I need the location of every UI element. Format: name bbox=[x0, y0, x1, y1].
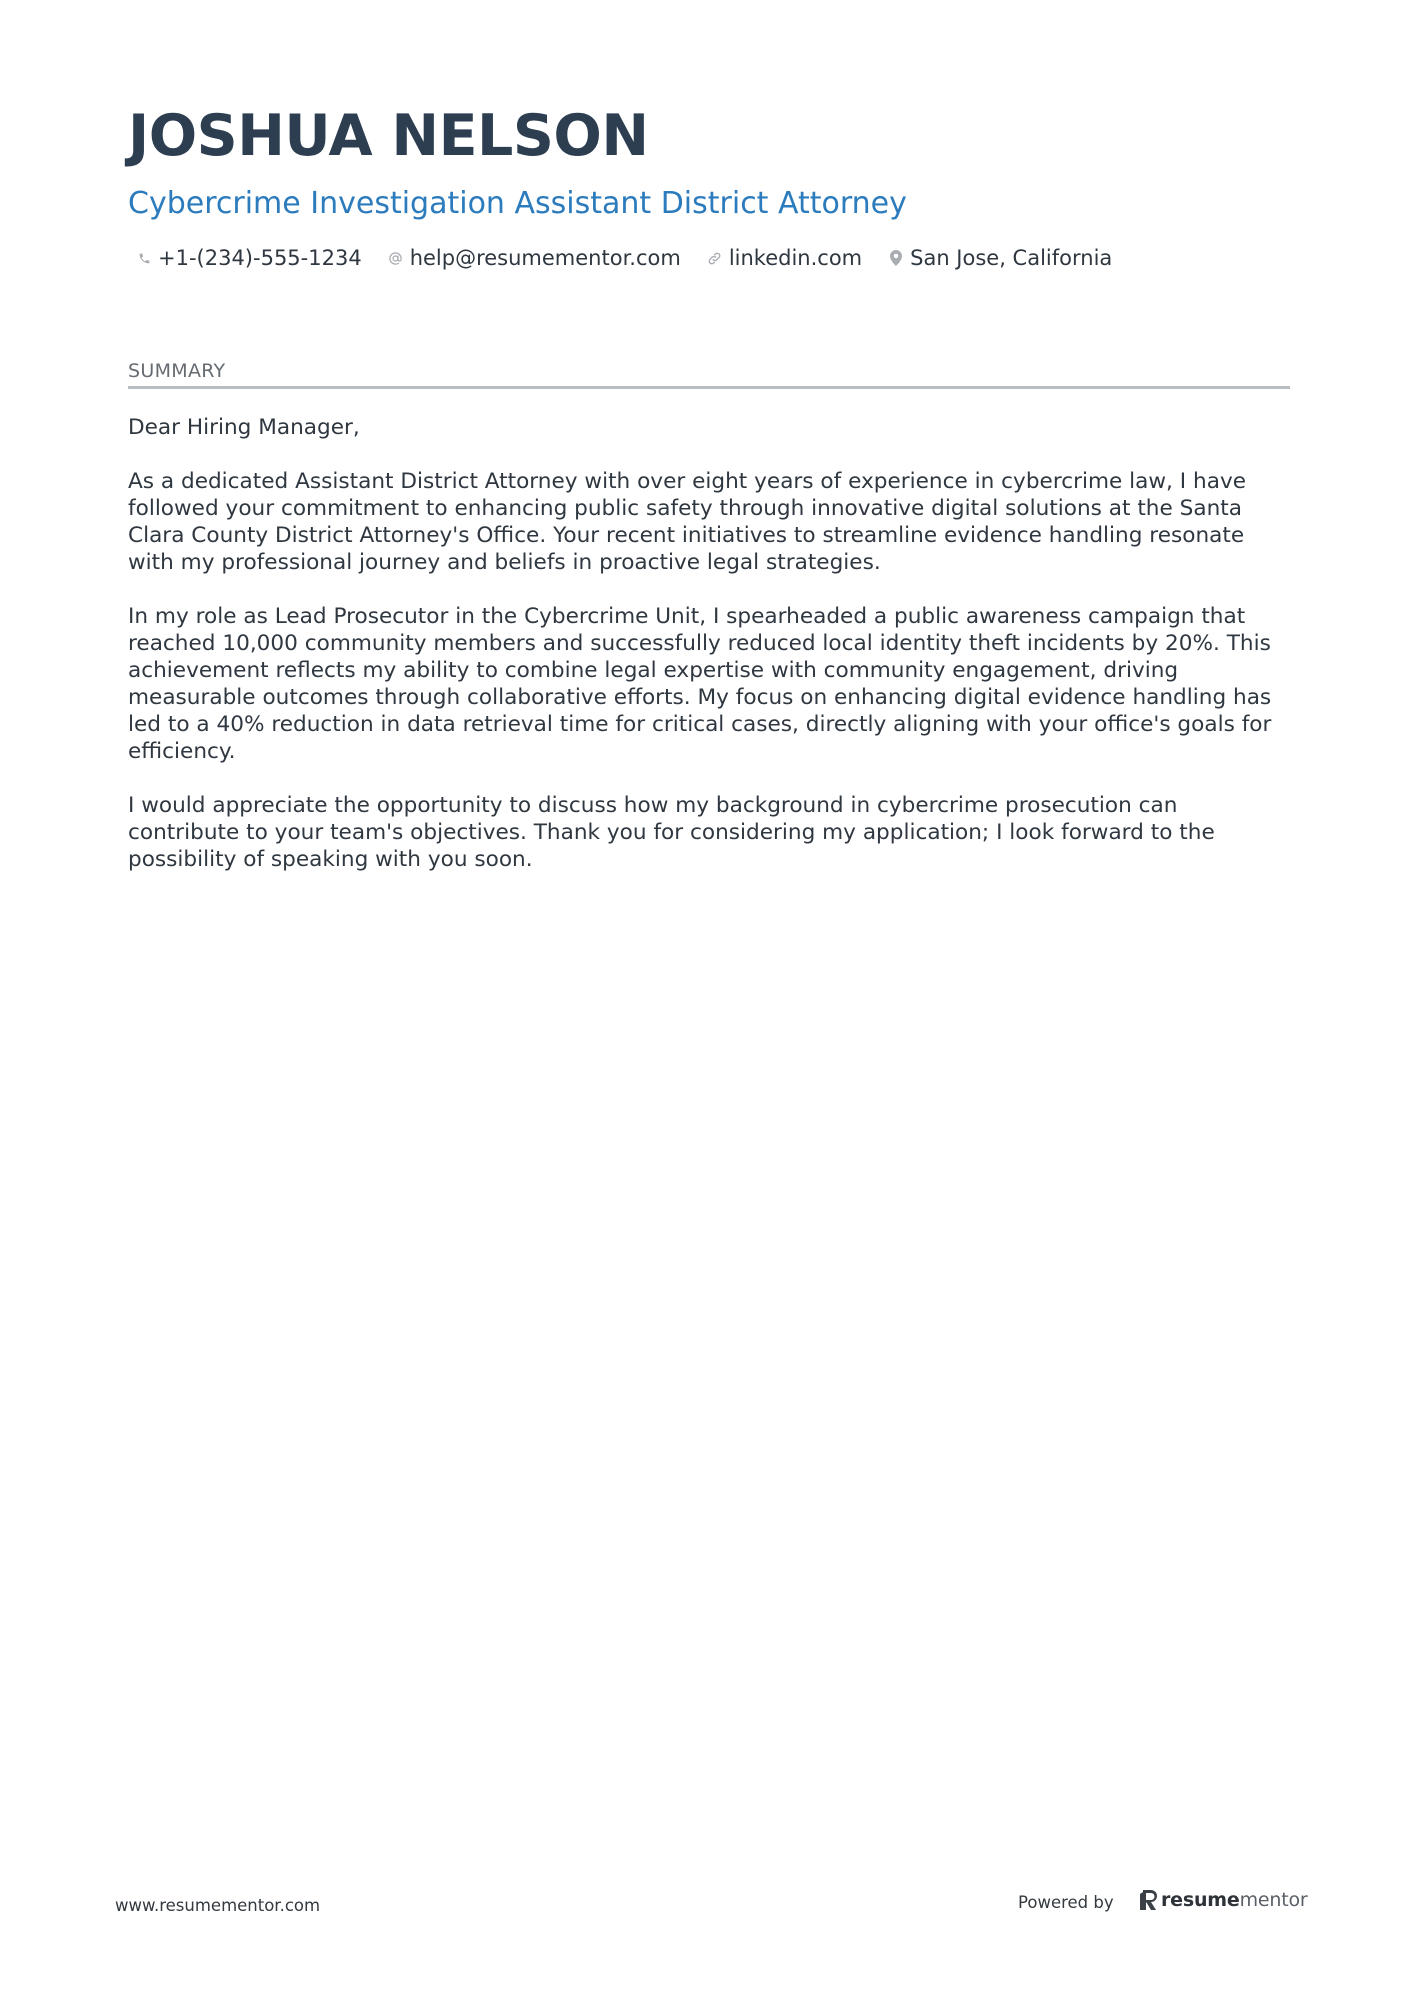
email-address[interactable]: help@resumementor.com bbox=[409, 246, 681, 270]
phone-icon bbox=[136, 248, 152, 268]
letter-paragraph: In my role as Lead Prosecutor in the Cybercrime Unit, I spearheaded a public awareness campaign that reached 10,000 community members and successfully reduced local identity theft incidents by 20%. This achievement reflects my ability to combine legal expertise with community engagement, driving measurable outcomes through collaborative efforts. My focus on enhancing digital evidence handling has led to a 40% reduction in data retrieval time for critical cases, directly aligning with your office's goals for efficiency. bbox=[128, 604, 1272, 764]
phone-number[interactable]: +1-(234)-555-1234 bbox=[158, 246, 362, 270]
letter-paragraph: As a dedicated Assistant District Attorney with over eight years of experience in cybercrime law, I have followed your commitment to enhancing public safety through innovative digital solutions at the Santa Clara County District Attorney's Office. Your recent initiatives to streamline evidence handling resonate with my professional journey and beliefs in proactive legal strategies. bbox=[128, 469, 1247, 575]
contact-linkedin bbox=[707, 246, 862, 270]
candidate-name: JOSHUA NELSON bbox=[128, 103, 649, 169]
resumementor-logo-icon bbox=[1140, 1890, 1157, 1910]
linkedin-link[interactable]: linkedin.com bbox=[728, 246, 863, 270]
contact-email bbox=[388, 246, 681, 270]
location-text: San Jose, California bbox=[910, 246, 1113, 270]
contact-phone bbox=[136, 246, 362, 270]
section-heading-summary: SUMMARY bbox=[128, 360, 226, 382]
resumementor-logo[interactable] bbox=[1140, 1889, 1308, 1911]
job-title: Cybercrime Investigation Assistant District Attorney bbox=[128, 186, 907, 221]
cover-letter-body bbox=[128, 414, 1290, 900]
powered-by-label: Powered by bbox=[1018, 1893, 1114, 1912]
contact-bar bbox=[136, 246, 1138, 270]
location-pin-icon bbox=[888, 248, 904, 268]
footer-website-link[interactable]: www.resumementor.com bbox=[115, 1896, 321, 1915]
brand-name-light: mentor bbox=[1239, 1889, 1308, 1911]
at-icon bbox=[388, 248, 404, 268]
letter-paragraph: I would appreciate the opportunity to discuss how my background in cybercrime prosecution can contribute to your team's objectives. Thank you for considering my application; I look forward to the possibility of speaking with you soon. bbox=[128, 793, 1215, 872]
section-divider bbox=[128, 386, 1290, 389]
salutation: Dear Hiring Manager, bbox=[128, 415, 360, 440]
contact-location bbox=[888, 246, 1112, 270]
link-icon bbox=[707, 248, 723, 268]
brand-name-bold: resume bbox=[1161, 1889, 1240, 1911]
